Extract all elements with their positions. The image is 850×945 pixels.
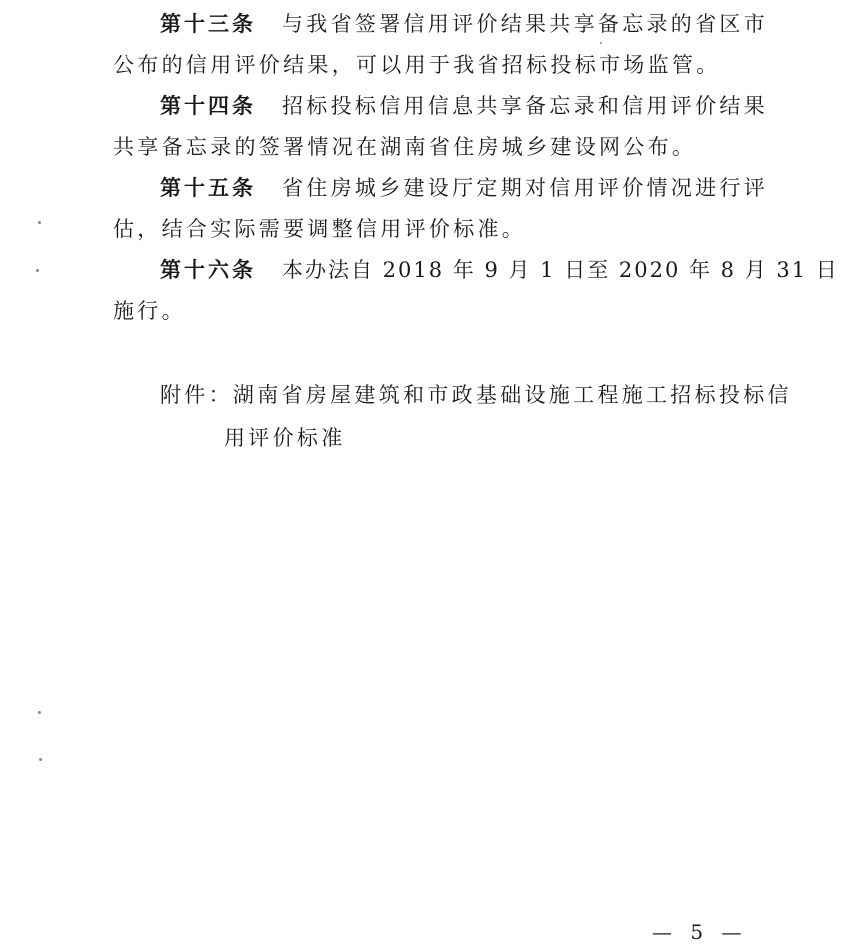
article-14-title: 第十四条 <box>160 94 256 118</box>
scan-speck <box>39 758 42 761</box>
article-13-second-line <box>113 49 721 79</box>
attachment-first-line <box>160 379 792 409</box>
article-16-first-line <box>160 254 839 284</box>
scan-speck <box>38 221 41 224</box>
attachment-title-line2: 用评价标准 <box>224 426 346 450</box>
scan-speck <box>600 42 602 44</box>
article-16-text-line2: 施行。 <box>113 299 186 323</box>
article-13-text-line1: 与我省签署信用评价结果共享备忘录的省区市 <box>282 12 768 36</box>
article-13-first-line <box>160 8 768 38</box>
attachment-title-line1: 湖南省房屋建筑和市政基础设施工程施工招标投标信 <box>232 383 792 407</box>
article-13-title: 第十三条 <box>160 12 256 36</box>
attachment-label: 附件： <box>160 383 233 407</box>
article-14-first-line <box>160 90 768 120</box>
article-15-second-line <box>113 213 526 243</box>
article-15-title: 第十五条 <box>160 176 256 200</box>
article-14-second-line <box>113 131 696 161</box>
scan-speck <box>38 711 41 714</box>
article-15-first-line <box>160 172 768 202</box>
article-14-text-line2: 共享备忘录的签署情况在湖南省住房城乡建设网公布。 <box>113 135 697 159</box>
scan-speck <box>36 269 39 272</box>
article-16-second-line <box>113 295 186 325</box>
article-16-title: 第十六条 <box>160 258 256 282</box>
article-13-text-line2: 公布的信用评价结果，可以用于我省招标投标市场监管。 <box>113 53 721 77</box>
article-15-text-line2: 估，结合实际需要调整信用评价标准。 <box>113 217 527 241</box>
page-number: — 5 — <box>652 920 748 944</box>
article-14-text-line1: 招标投标信用信息共享备忘录和信用评价结果 <box>282 94 768 118</box>
article-16-text-line1: 本办法自 2018 年 9 月 1 日至 2020 年 8 月 31 日 <box>282 258 839 282</box>
article-15-text-line1: 省住房城乡建设厅定期对信用评价情况进行评 <box>282 176 768 200</box>
attachment-second-line <box>224 422 346 452</box>
